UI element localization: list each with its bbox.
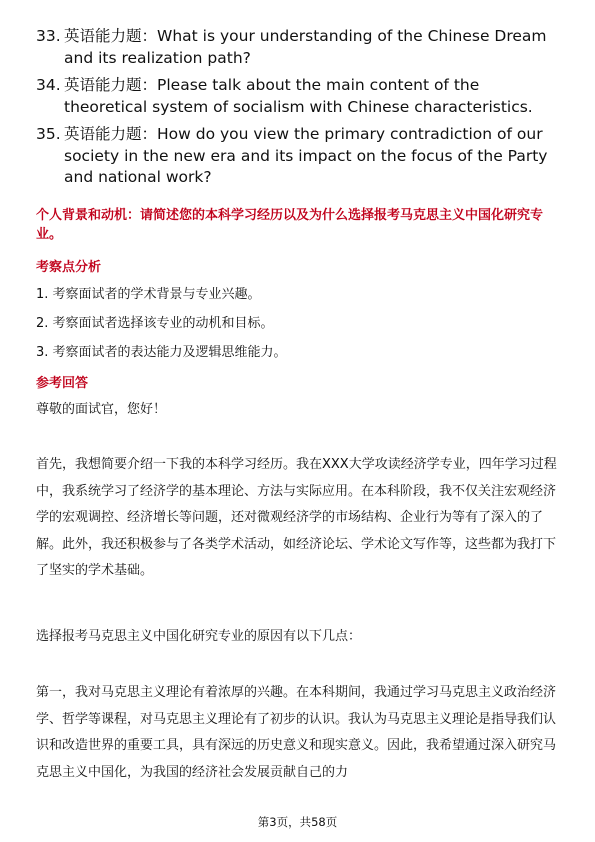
question-item [36, 26, 566, 69]
analysis-label: 考察点分析 [36, 260, 102, 275]
answer-paragraph-2: 选择报考马克思主义中国化研究专业的原因有以下几点： [36, 629, 362, 644]
question-text: 英语能力题：Please talk about the main content of the theoretical system of socialism with Chinese characteristics. [64, 76, 533, 116]
question-list [36, 26, 566, 195]
question-text: 英语能力题：What is your understanding of the Chinese Dream and its realization path? [64, 27, 547, 67]
question-number: 34. [36, 76, 61, 94]
analysis-item: 2. 考察面试者选择该专业的动机和目标。 [36, 316, 274, 331]
analysis-item: 1. 考察面试者的学术背景与专业兴趣。 [36, 287, 261, 302]
answer-label: 参考回答 [36, 376, 89, 391]
question-item [36, 124, 566, 189]
page-footer: 第3页，共58页 [257, 815, 338, 829]
greeting-text: 尊敬的面试官，您好！ [36, 402, 167, 417]
answer-paragraph-1: 首先，我想简要介绍一下我的本科学习经历。我在XXX大学攻读经济学专业，四年学习过程中，我系统学习了经济学的基本理论、方法与实际应用。在本科阶段，我不仅关注宏观经济学的宏观调控、经济增长等问题，还对微观经济学的市场结构、企业行为等有了深入的了解。此外，我还积极参与了各类学术活动，如经济论坛、学术论文写作等，这些都为我打下了坚实的学术基础。 [36, 457, 557, 578]
question-number: 33. [36, 27, 61, 45]
answer-paragraph-3: 第一，我对马克思主义理论有着浓厚的兴趣。在本科期间，我通过学习马克思主义政治经济学、哲学等课程，对马克思主义理论有了初步的认识。我认为马克思主义理论是指导我们认识和改造世界的重要工具，具有深远的历史意义和现实意义。因此，我希望通过深入研究马克思主义中国化，为我国的经济社会发展贡献自己的力 [36, 685, 557, 780]
analysis-list [36, 285, 566, 372]
analysis-item: 3. 考察面试者的表达能力及逻辑思维能力。 [36, 345, 287, 360]
question-item [36, 75, 566, 118]
question-number: 35. [36, 125, 61, 143]
section-heading: 个人背景和动机：请简述您的本科学习经历以及为什么选择报考马克思主义中国化研究专业。 [36, 208, 544, 242]
question-text: 英语能力题：How do you view the primary contradiction of our society in the new era and its impact on the focus of the Party and national work? [64, 125, 548, 186]
